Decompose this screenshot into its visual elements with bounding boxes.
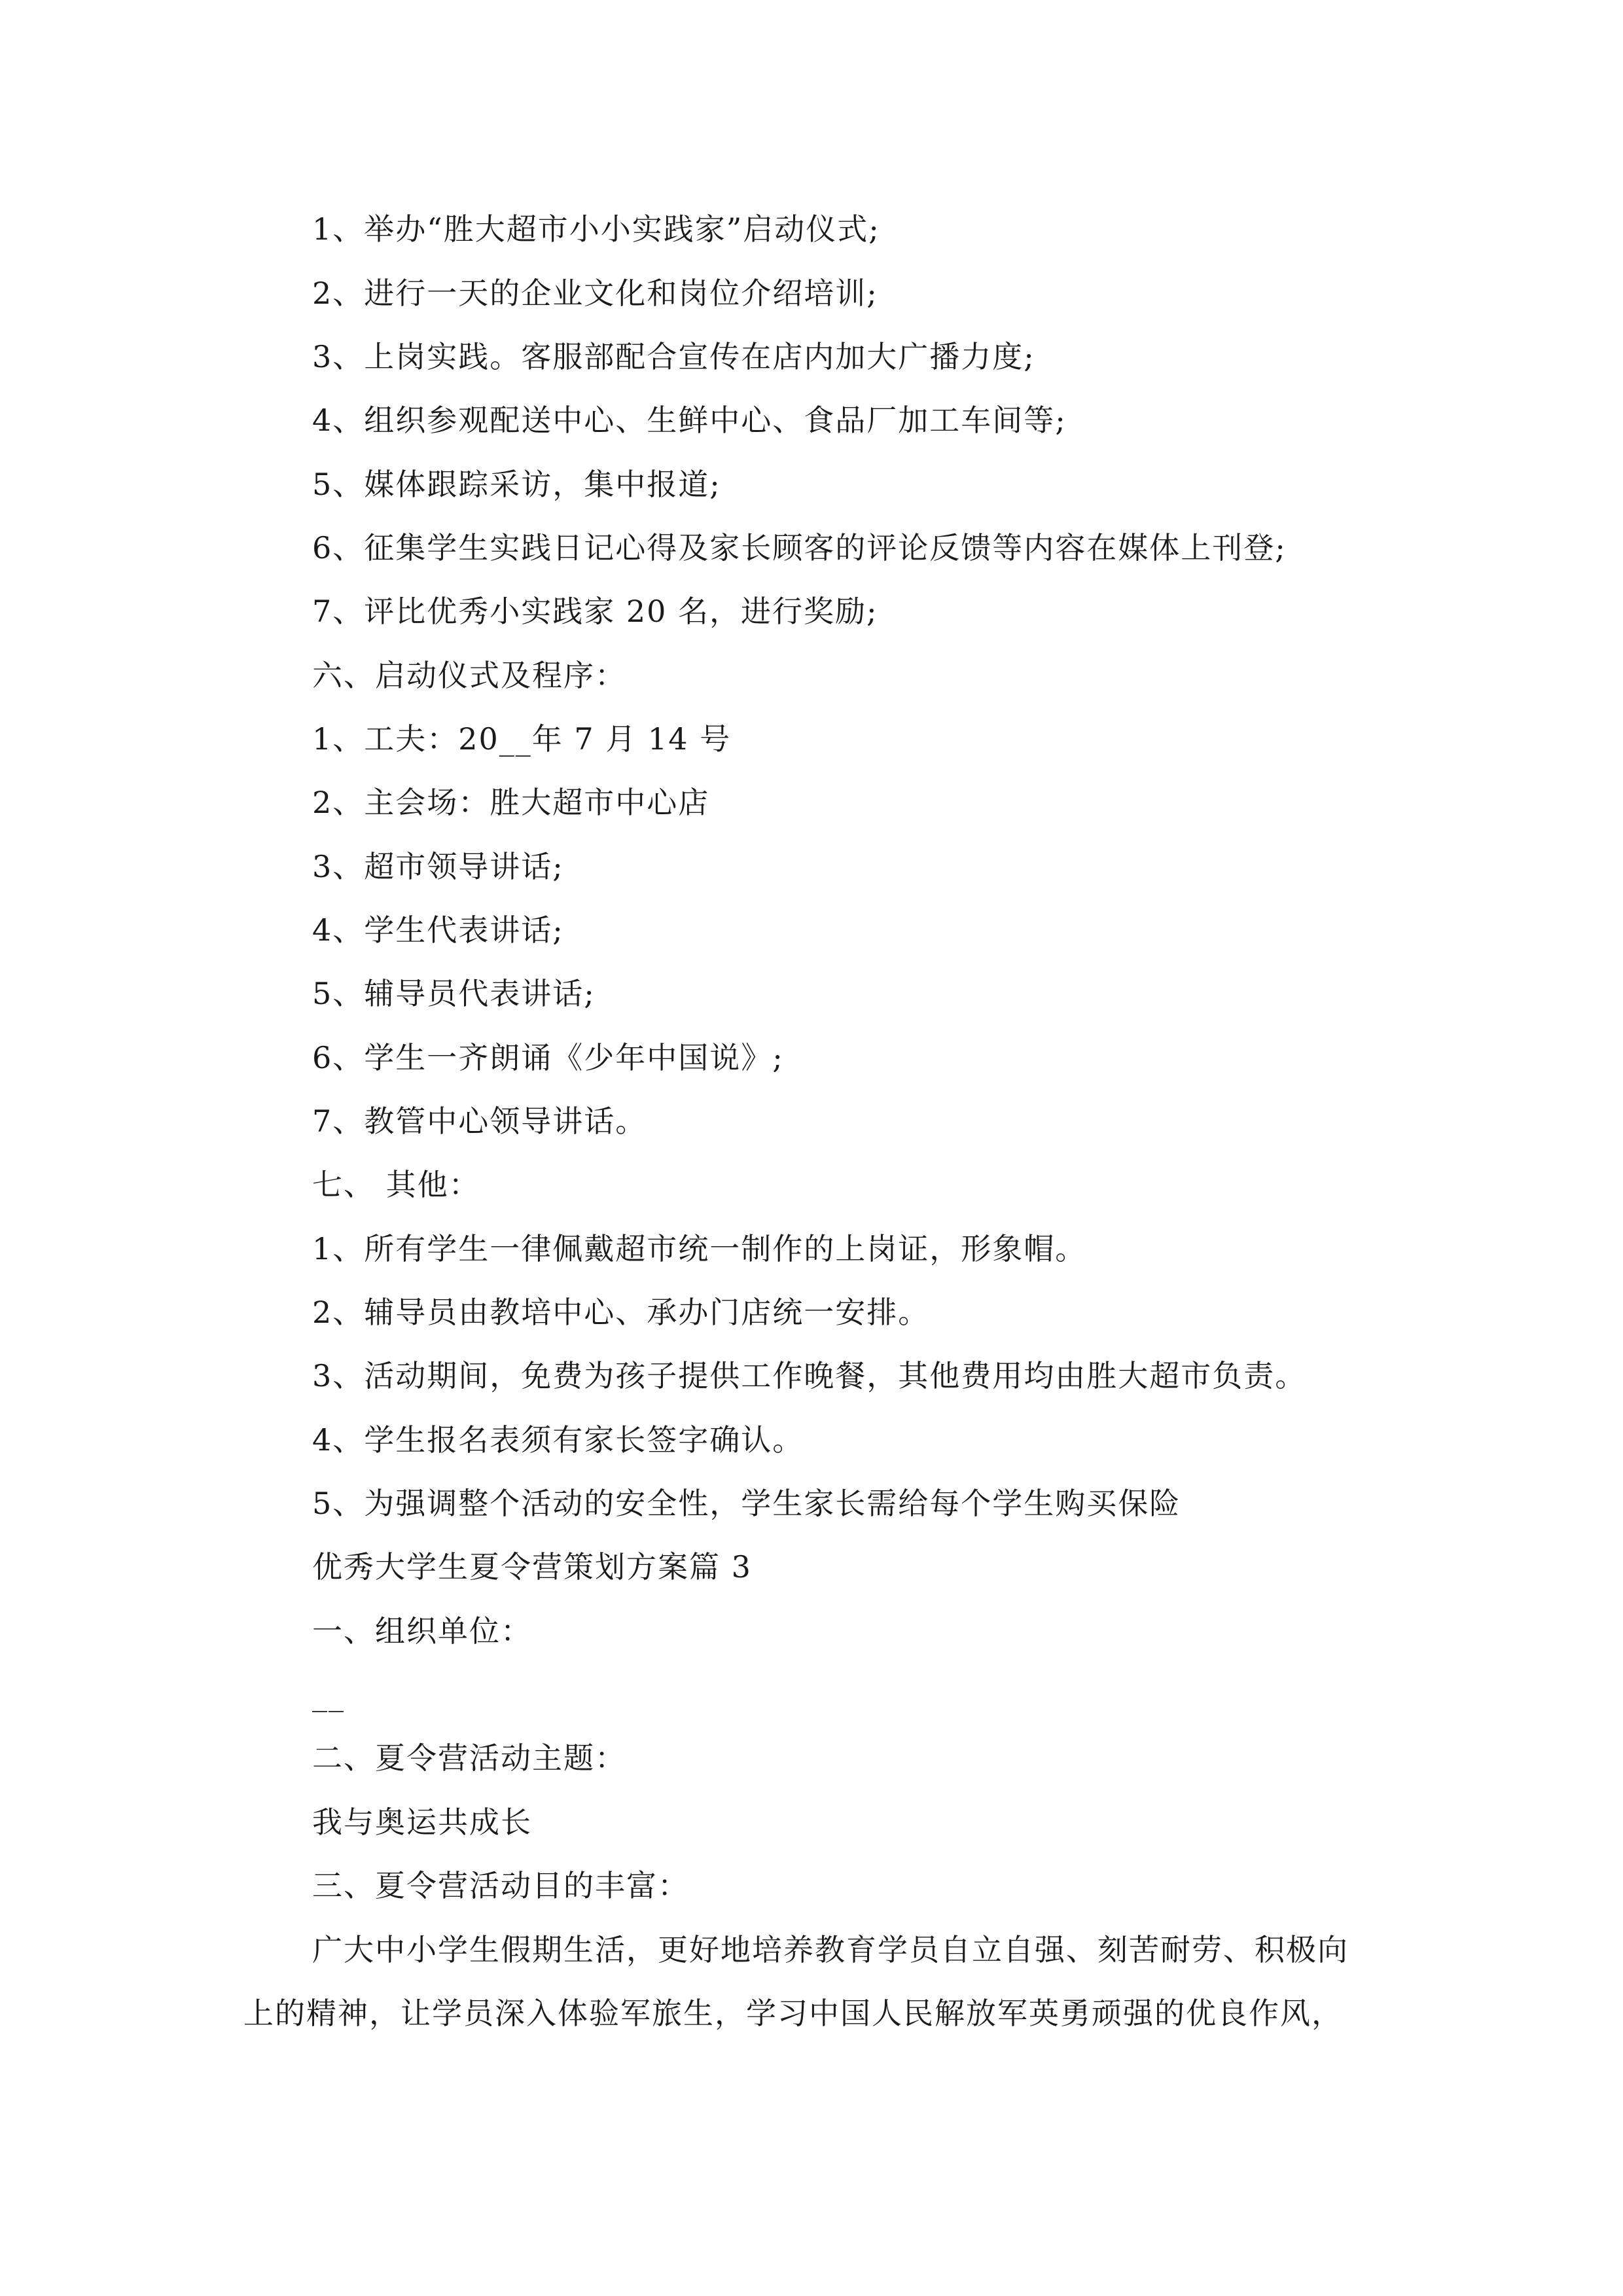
list-item: 5、媒体跟踪采访，集中报道; [312, 467, 721, 502]
list-item: 2、辅导员由教培中心、承办门店统一安排。 [312, 1295, 930, 1330]
list-item: 2、主会场：胜大超市中心店 [312, 785, 710, 820]
document-title: 优秀大学生夏令营策划方案篇 3 [312, 1549, 752, 1585]
section-heading: 三、夏令营活动目的丰富： [312, 1868, 689, 1903]
blank-field: __ [312, 1677, 345, 1712]
list-item: 6、学生一齐朗诵《少年中国说》; [312, 1040, 784, 1075]
list-item: 4、学生报名表须有家长签字确认。 [312, 1422, 804, 1458]
list-item: 7、教管中心领导讲话。 [312, 1103, 647, 1139]
theme-text: 我与奥运共成长 [312, 1804, 532, 1840]
section-heading: 二、夏令营活动主题： [312, 1740, 626, 1776]
list-item: 3、上岗实践。客服部配合宣传在店内加大广播力度; [312, 339, 1035, 374]
list-item: 6、征集学生实践日记心得及家长顾客的评论反馈等内容在媒体上刊登; [312, 530, 1287, 565]
section-heading: 一、组织单位： [312, 1613, 532, 1649]
section-heading: 六、启动仪式及程序： [312, 658, 626, 693]
list-item: 1、所有学生一律佩戴超市统一制作的上岗证，形象帽。 [312, 1231, 1087, 1266]
paragraph-line: 上的精神，让学员深入体验军旅生，学习中国人民解放军英勇顽强的优良作风， [243, 1996, 1343, 2031]
list-item: 7、评比优秀小实践家 20 名，进行奖励; [312, 594, 878, 629]
list-item: 5、为强调整个活动的安全性，学生家长需给每个学生购买保险 [312, 1486, 1181, 1521]
section-heading: 七、 其他： [312, 1167, 480, 1202]
list-item: 5、辅导员代表讲话; [312, 976, 596, 1011]
paragraph-line: 广大中小学生假期生活，更好地培养教育学员自立自强、刻苦耐劳、积极向 [312, 1932, 1349, 1967]
list-item: 2、进行一天的企业文化和岗位介绍培训; [312, 276, 878, 311]
list-item: 4、组织参观配送中心、生鲜中心、食品厂加工车间等; [312, 403, 1067, 438]
list-item: 3、活动期间，免费为孩子提供工作晚餐，其他费用均由胜大超市负责。 [312, 1358, 1307, 1393]
list-item: 4、学生代表讲话; [312, 912, 564, 948]
list-item: 1、举办“胜大超市小小实践家”启动仪式; [312, 211, 880, 247]
list-item: 3、超市领导讲话; [312, 849, 564, 884]
list-item: 1、工夫：20__年 7 月 14 号 [312, 721, 732, 757]
